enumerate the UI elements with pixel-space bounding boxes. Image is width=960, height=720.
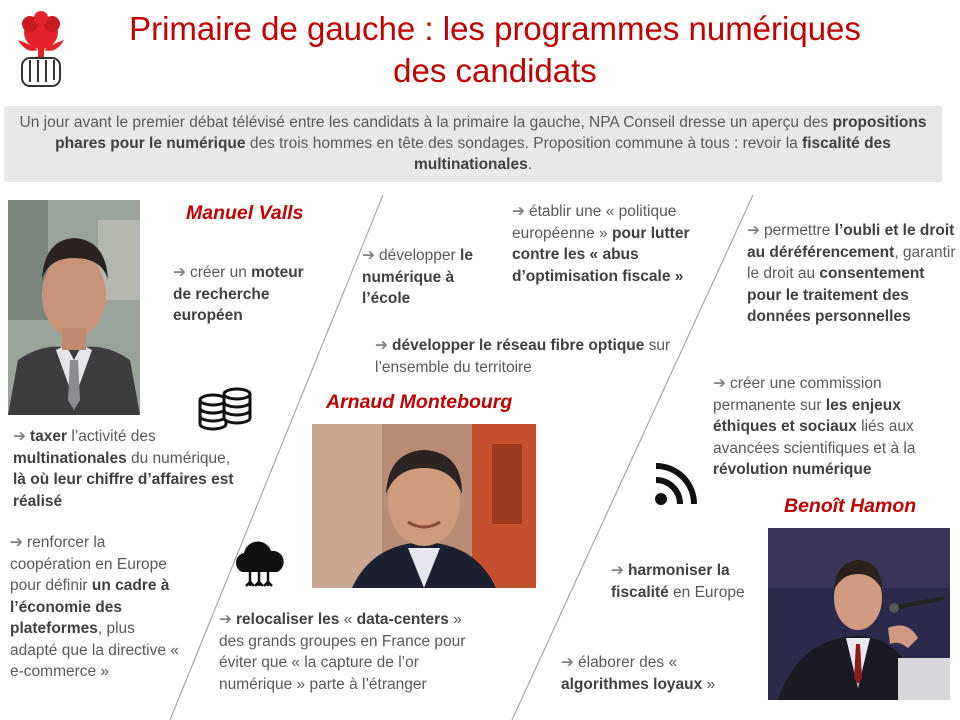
montebourg-proposal-school: ➔ développer le numérique à l’école xyxy=(362,247,473,307)
page-title: Primaire de gauche : les programmes numériques des candidats xyxy=(129,10,861,89)
valls-name: Manuel Valls xyxy=(186,202,304,224)
ps-rose-fist-logo xyxy=(12,10,70,90)
valls-photo xyxy=(8,200,140,415)
valls-proposal-platforms: ➔ renforcer la coopération en Europe pour définir un cadre à l’économie des plateformes, plus adapté que la directive « e-commerce » xyxy=(10,534,179,680)
montebourg-photo xyxy=(312,424,536,588)
hamon-proposal-algorithms: ➔ élaborer des « algorithmes loyaux » xyxy=(561,654,716,693)
hamon-proposal-tax-harmonization: ➔ harmoniser la fiscalité en Europe xyxy=(611,562,745,601)
montebourg-proposal-datacenters: ➔ relocaliser les « data-centers » des grands groupes en France pour éviter que « la capture de l’or numérique » parte à l’étranger xyxy=(219,611,466,693)
rss-icon xyxy=(654,462,698,511)
hamon-proposal-forgotten: ➔ permettre l’oubli et le droit au déréférencement, garantir le droit au consentement pour le traitement des données personnelles xyxy=(747,222,956,325)
hamon-photo xyxy=(768,528,950,700)
montebourg-proposal-fiber: ➔ développer le réseau fibre optique sur l’ensemble du territoire xyxy=(375,337,671,376)
valls-proposal-tax: ➔ taxer l’activité des multinationales du numérique, là où leur chiffre d’affaires est réalisé xyxy=(13,428,234,510)
montebourg-name: Arnaud Montebourg xyxy=(326,391,513,413)
hamon-proposal-commission: ➔ créer une commission permanente sur les enjeux éthiques et sociaux liés aux avancées scientifiques et à la révolution numérique xyxy=(713,375,916,478)
cloud-icon xyxy=(230,540,288,595)
hamon-name: Benoît Hamon xyxy=(784,495,917,517)
valls-proposal-search-engine: ➔ créer un moteur de recherche européen xyxy=(173,264,304,324)
intro-box: Un jour avant le premier débat télévisé entre les candidats à la primaire la gauche, NPA Conseil dresse un aperçu des propositions phares pour le numérique des trois hommes en tête des sondages. Proposition commune à tous : revoir la fiscalité des multinationales. xyxy=(4,106,942,182)
montebourg-proposal-eu-policy: ➔ établir une « politique européenne » pour lutter contre les « abus d’optimisation fiscale » xyxy=(512,203,690,285)
